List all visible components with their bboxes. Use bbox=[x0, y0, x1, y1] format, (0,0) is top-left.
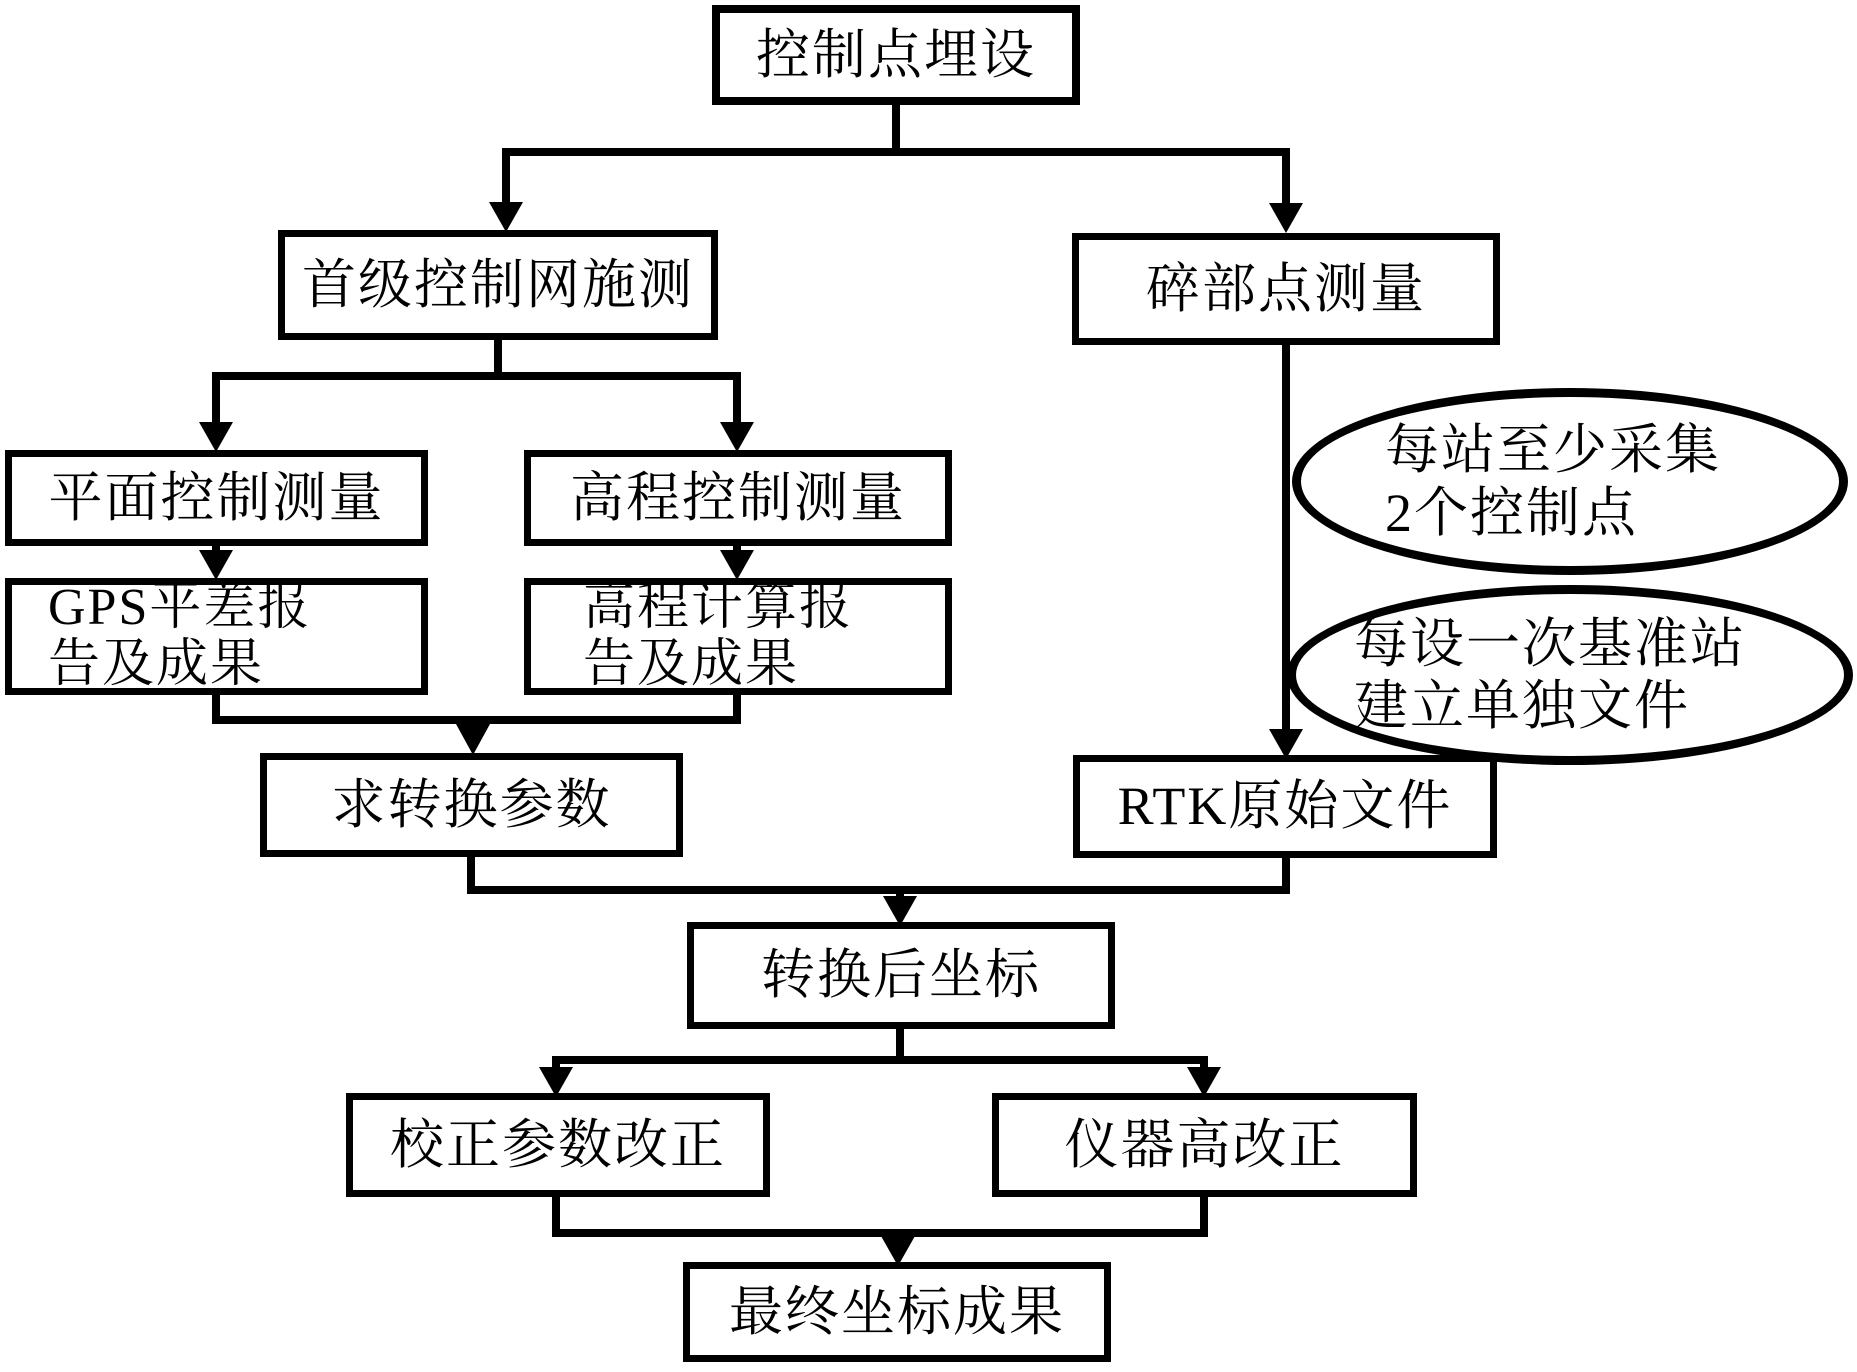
node-primary-control-survey-label: 首级控制网施测 bbox=[302, 254, 694, 315]
node-instrument-height-fix-label: 仪器高改正 bbox=[1064, 1114, 1345, 1175]
node-transformed-coordinates-label: 转换后坐标 bbox=[761, 945, 1041, 1006]
annotation-base-station-file-line1: 每设一次基准站 bbox=[1354, 613, 1746, 674]
node-control-point-layout bbox=[712, 5, 1080, 105]
node-rtk-raw-file-label: RTK原始文件 bbox=[1117, 776, 1453, 837]
arrowhead-to-plane bbox=[199, 422, 233, 452]
node-detail-point-survey bbox=[1072, 233, 1500, 345]
node-primary-control-survey bbox=[278, 230, 718, 340]
node-elevation-control-survey-label: 高程控制测量 bbox=[570, 467, 906, 528]
node-gps-adjustment-report-line1: GPS平差报 bbox=[48, 579, 312, 637]
node-elevation-calc-report bbox=[524, 578, 952, 695]
node-gps-adjustment-report-line2: 告及成果 bbox=[48, 635, 265, 693]
node-elevation-calc-report-line2: 告及成果 bbox=[583, 635, 800, 693]
annotation-collect-points-line2: 2个控制点 bbox=[1385, 482, 1638, 543]
arrowhead-to-detail bbox=[1269, 203, 1303, 233]
node-final-coordinate-results-label: 最终坐标成果 bbox=[729, 1281, 1065, 1342]
node-final-coordinate-results bbox=[683, 1262, 1111, 1362]
arrowhead-to-elevation bbox=[720, 422, 754, 452]
annotation-base-station-file-line2: 建立单独文件 bbox=[1354, 676, 1690, 736]
node-instrument-height-fix bbox=[992, 1093, 1417, 1197]
node-elevation-control-survey bbox=[524, 450, 952, 546]
arrowhead-to-transform-params bbox=[456, 724, 490, 755]
annotation-base-station-file bbox=[1287, 585, 1853, 765]
node-control-point-layout-label: 控制点埋设 bbox=[756, 24, 1036, 85]
node-solve-transform-params bbox=[260, 753, 683, 857]
node-detail-point-survey-label: 碎部点测量 bbox=[1146, 258, 1426, 319]
node-correction-param-fix-label: 校正参数改正 bbox=[390, 1114, 726, 1175]
annotation-collect-points bbox=[1292, 388, 1848, 575]
arrowhead-elev-report bbox=[720, 550, 754, 580]
arrowhead-gps-report bbox=[199, 550, 233, 580]
node-elevation-calc-report-line1: 高程计算报 bbox=[583, 579, 854, 637]
node-solve-transform-params-label: 求转换参数 bbox=[331, 774, 612, 835]
node-transformed-coordinates bbox=[687, 922, 1115, 1029]
node-gps-adjustment-report bbox=[5, 578, 428, 695]
node-plane-control-survey-label: 平面控制测量 bbox=[48, 467, 385, 528]
annotation-collect-points-line1: 每站至少采集 bbox=[1385, 420, 1721, 481]
arrowhead-to-primary bbox=[489, 202, 523, 232]
node-plane-control-survey bbox=[5, 450, 428, 546]
node-rtk-raw-file bbox=[1073, 755, 1497, 858]
node-correction-param-fix bbox=[346, 1093, 770, 1197]
